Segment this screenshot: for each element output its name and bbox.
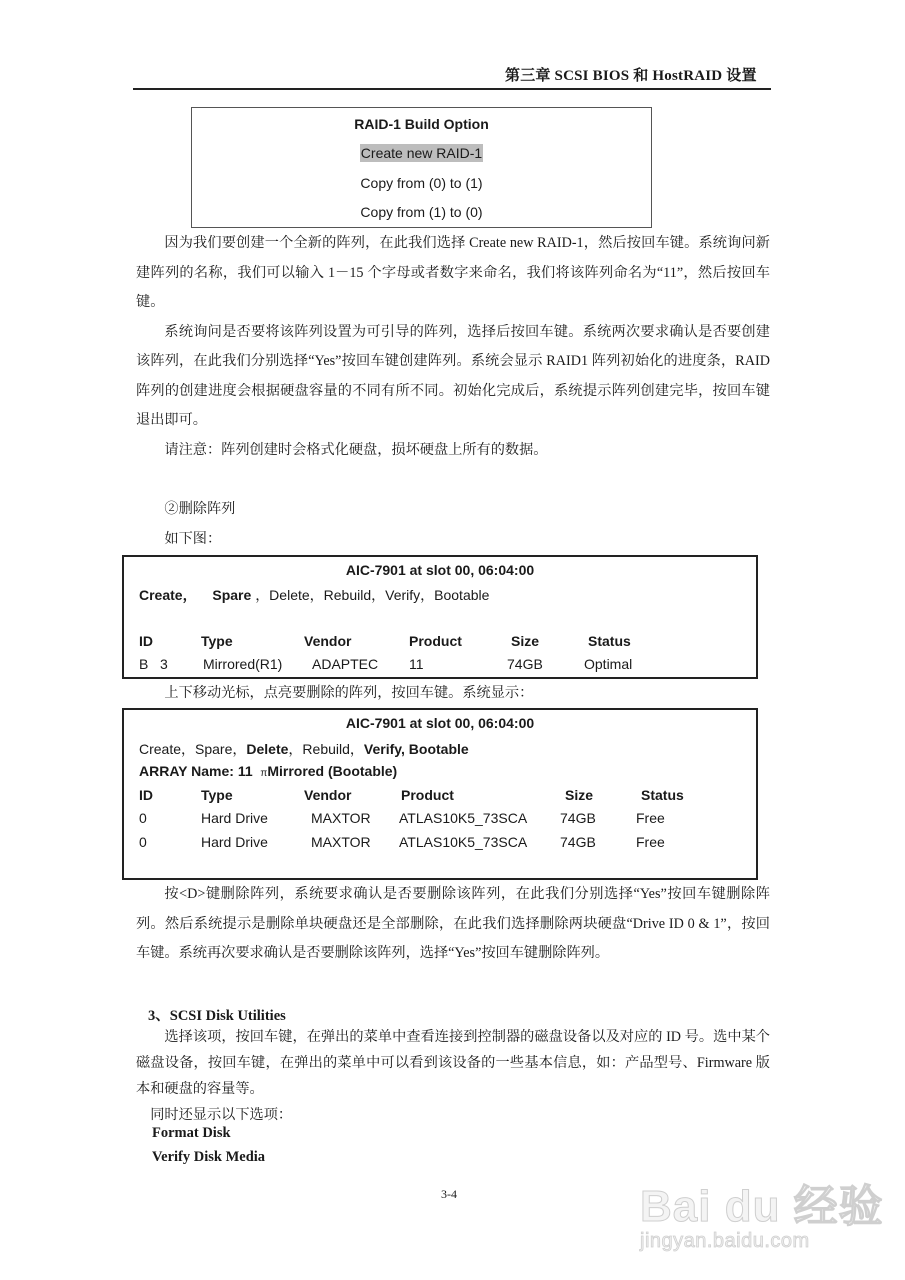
cell-status: Optimal [584, 656, 633, 672]
cell-product: 11 [409, 656, 424, 672]
col-status: Status [641, 787, 684, 803]
option-copy-1-to-0[interactable]: Copy from (1) to (0) [360, 204, 483, 220]
cell-product: ATLAS10K5_73SCA [399, 810, 528, 826]
cell-id: 0 [139, 810, 147, 826]
col-vendor: Vendor [304, 633, 352, 649]
paragraph-1: 因为我们要创建一个全新的阵列，在此我们选择 Create new RAID-1，然后按回车键。系统询问新建阵列的名称，我们可以输入 1－15 个字母或者数字来命名，我们将该阵列命名为“11”，然后按回车键。 [136, 235, 770, 310]
section-heading-scsi-disk-utilities: 3、SCSI Disk Utilities [148, 1008, 286, 1024]
option-verify-disk-media: Verify Disk Media [152, 1149, 266, 1165]
as-below-label: 如下图： [164, 530, 222, 547]
array-name-line [139, 763, 397, 779]
menu-rebuild[interactable]: ，Rebuild， [288, 741, 364, 757]
col-id: ID [139, 633, 153, 649]
chapter-title: 第三章 SCSI BIOS 和 HostRAID 设置 [505, 68, 757, 84]
col-vendor: Vendor [304, 787, 352, 803]
raid1-build-option-dialog [191, 107, 652, 228]
screen-menu [139, 739, 469, 759]
cell-type: Hard Drive [201, 834, 268, 850]
col-type: Type [201, 633, 233, 649]
screen-title: AIC-7901 at slot 00, 06:04:00 [345, 715, 535, 731]
cell-vendor: MAXTOR [311, 834, 371, 850]
delete-instructions [136, 880, 770, 969]
cell-id: B 3 [139, 656, 168, 672]
page-number: 3-4 [441, 1187, 457, 1201]
cell-size: 74GB [560, 834, 596, 850]
cell-type: Hard Drive [201, 810, 268, 826]
cell-id: 0 [139, 834, 147, 850]
paragraph-5: 选择该项，按回车键，在弹出的菜单中查看连接到控制器的磁盘设备以及对应的 ID 号。选中某个磁盘设备，按回车键，在弹出的菜单中可以看到该设备的一些基本信息，如：产品型号、Firmware 版本和硬盘的容量等。 [136, 1029, 770, 1097]
option-label: Create new RAID-1 [360, 145, 483, 161]
menu-verify-bootable[interactable]: Verify, Bootable [363, 741, 469, 757]
menu-delete[interactable]: Delete [246, 741, 289, 757]
cell-status: Free [636, 834, 665, 850]
baidu-watermark [640, 1170, 884, 1253]
array-list-screen [122, 555, 758, 679]
scsi-disk-utilities-text [136, 1024, 770, 1128]
option-create-new-raid1[interactable] [192, 145, 651, 161]
paragraph-2: 系统询问是否要将该阵列设置为可引导的阵列，选择后按回车键。系统两次要求确认是否要创建该阵列，在此我们分别选择“Yes”按回车键创建阵列。系统会显示 RAID1 阵列初始化的进度条，RAID 阵列的创建进度会根据硬盘容量的不同有所不同。初始化完成后，系统提示阵列创建完毕，按回车键退出即可。 [136, 323, 770, 428]
cell-vendor: MAXTOR [311, 810, 371, 826]
menu-create-spare[interactable]: Create，Spare， [139, 741, 247, 757]
array-name: ARRAY Name: 11 [139, 763, 261, 779]
dialog-title: RAID-1 Build Option [354, 116, 489, 132]
baidu-jingyan-logo: Bai du 经验 [640, 1182, 884, 1231]
paragraph-6: 同时还显示以下选项： [150, 1107, 293, 1123]
watermark-url: jingyan.baidu.com [640, 1230, 810, 1252]
col-size: Size [511, 633, 540, 649]
header-divider [133, 88, 771, 90]
delete-array-heading: ②删除阵列 [164, 501, 236, 517]
array-type: Mirrored (Bootable) [267, 763, 398, 779]
paragraph-4: 按<D>键删除阵列，系统要求确认是否要删除该阵列，在此我们分别选择“Yes”按回车键删除阵列。然后系统提示是删除单块硬盘还是全部删除，在此我们选择删除两块硬盘“Drive ID 0 & 1”，按回车键。系统再次要求确认是否要删除该阵列，选择“Yes”按回车键删除阵列。 [136, 886, 770, 961]
cell-status: Free [636, 810, 665, 826]
col-product: Product [401, 787, 454, 803]
col-status: Status [588, 633, 631, 649]
move-cursor-text [136, 679, 770, 709]
move-cursor-paragraph: 上下移动光标，点亮要删除的阵列，按回车键。系统显示： [164, 685, 534, 701]
cell-size: 74GB [507, 656, 543, 672]
col-id: ID [139, 787, 153, 803]
screen-title: AIC-7901 at slot 00, 06:04:00 [345, 562, 535, 578]
cell-type: Mirrored(R1) [203, 656, 283, 672]
array-detail-screen [122, 708, 758, 880]
pi-glyph-icon: π [260, 768, 268, 779]
cell-size: 74GB [560, 810, 596, 826]
screen-menu [139, 585, 489, 605]
delete-section-intro [136, 495, 770, 554]
cell-vendor: ADAPTEC [312, 656, 379, 672]
col-size: Size [565, 787, 594, 803]
paragraph-warning: 请注意：阵列创建时会格式化硬盘，损坏硬盘上所有的数据。 [164, 441, 548, 458]
col-type: Type [201, 787, 233, 803]
col-product: Product [409, 633, 462, 649]
cell-product: ATLAS10K5_73SCA [399, 834, 528, 850]
menu-create[interactable]: Create， [139, 587, 197, 603]
menu-spare[interactable]: Spare [212, 587, 252, 603]
body-text-create [136, 229, 770, 465]
option-format-disk: Format Disk [152, 1125, 231, 1141]
option-copy-0-to-1[interactable]: Copy from (0) to (1) [360, 175, 483, 191]
menu-rest[interactable]: ，Delete，Rebuild，Verify，Bootable [255, 587, 490, 603]
